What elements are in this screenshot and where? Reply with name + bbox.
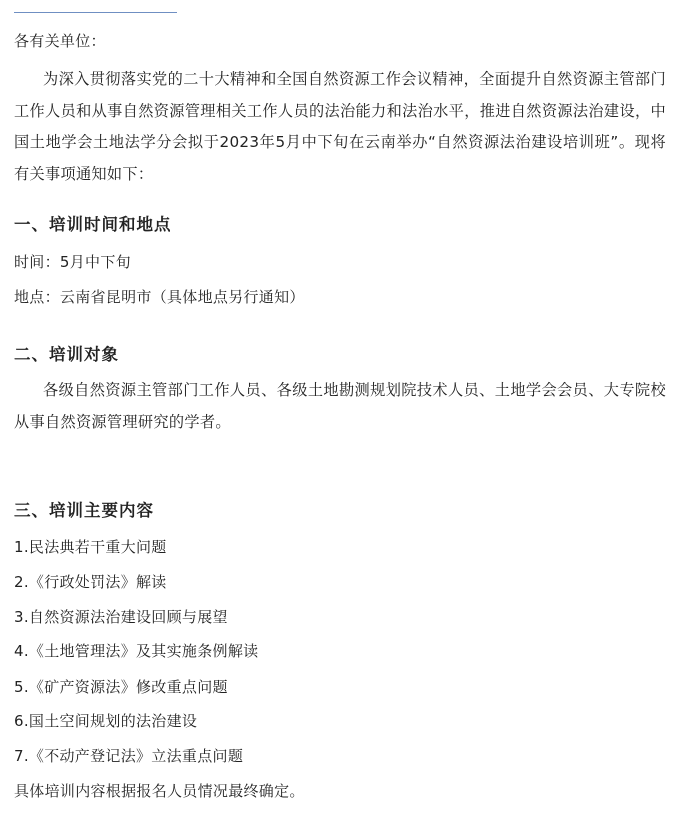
- audience-paragraph: 各级自然资源主管部门工作人员、各级土地勘测规划院技术人员、土地学会会员、大专院校从事自然资源管理研究的学者。: [14, 381, 666, 431]
- training-time: 时间：5月中下旬: [14, 253, 131, 271]
- top-divider-line: [14, 12, 177, 13]
- closing-note: 具体培训内容根据报名人员情况最终确定。: [14, 782, 305, 800]
- content-list-item: 2.《行政处罚法》解读: [14, 573, 167, 591]
- training-place: 地点：云南省昆明市（具体地点另行通知）: [14, 288, 305, 306]
- intro-paragraph: 为深入贯彻落实党的二十大精神和全国自然资源工作会议精神，全面提升自然资源主管部门工作人员和从事自然资源管理相关工作人员的法治能力和法治水平，推进自然资源法治建设，中国土地学会土地法学分会拟于2023年5月中下旬在云南举办“自然资源法治建设培训班”。现将有关事项通知如下：: [14, 70, 666, 183]
- content-list-item: 6.国土空间规划的法治建设: [14, 712, 198, 730]
- content-list-item: 3.自然资源法治建设回顾与展望: [14, 608, 228, 626]
- content-list-item: 7.《不动产登记法》立法重点问题: [14, 747, 244, 765]
- content-list-item: 4.《土地管理法》及其实施条例解读: [14, 642, 259, 660]
- salutation: 各有关单位：: [14, 32, 106, 50]
- content-list-item: 5.《矿产资源法》修改重点问题: [14, 678, 228, 696]
- section-heading-content: 三、培训主要内容: [14, 501, 154, 520]
- section-heading-audience: 二、培训对象: [14, 345, 119, 364]
- content-list-item: 1.民法典若干重大问题: [14, 538, 167, 556]
- section-heading-time-place: 一、培训时间和地点: [14, 215, 172, 234]
